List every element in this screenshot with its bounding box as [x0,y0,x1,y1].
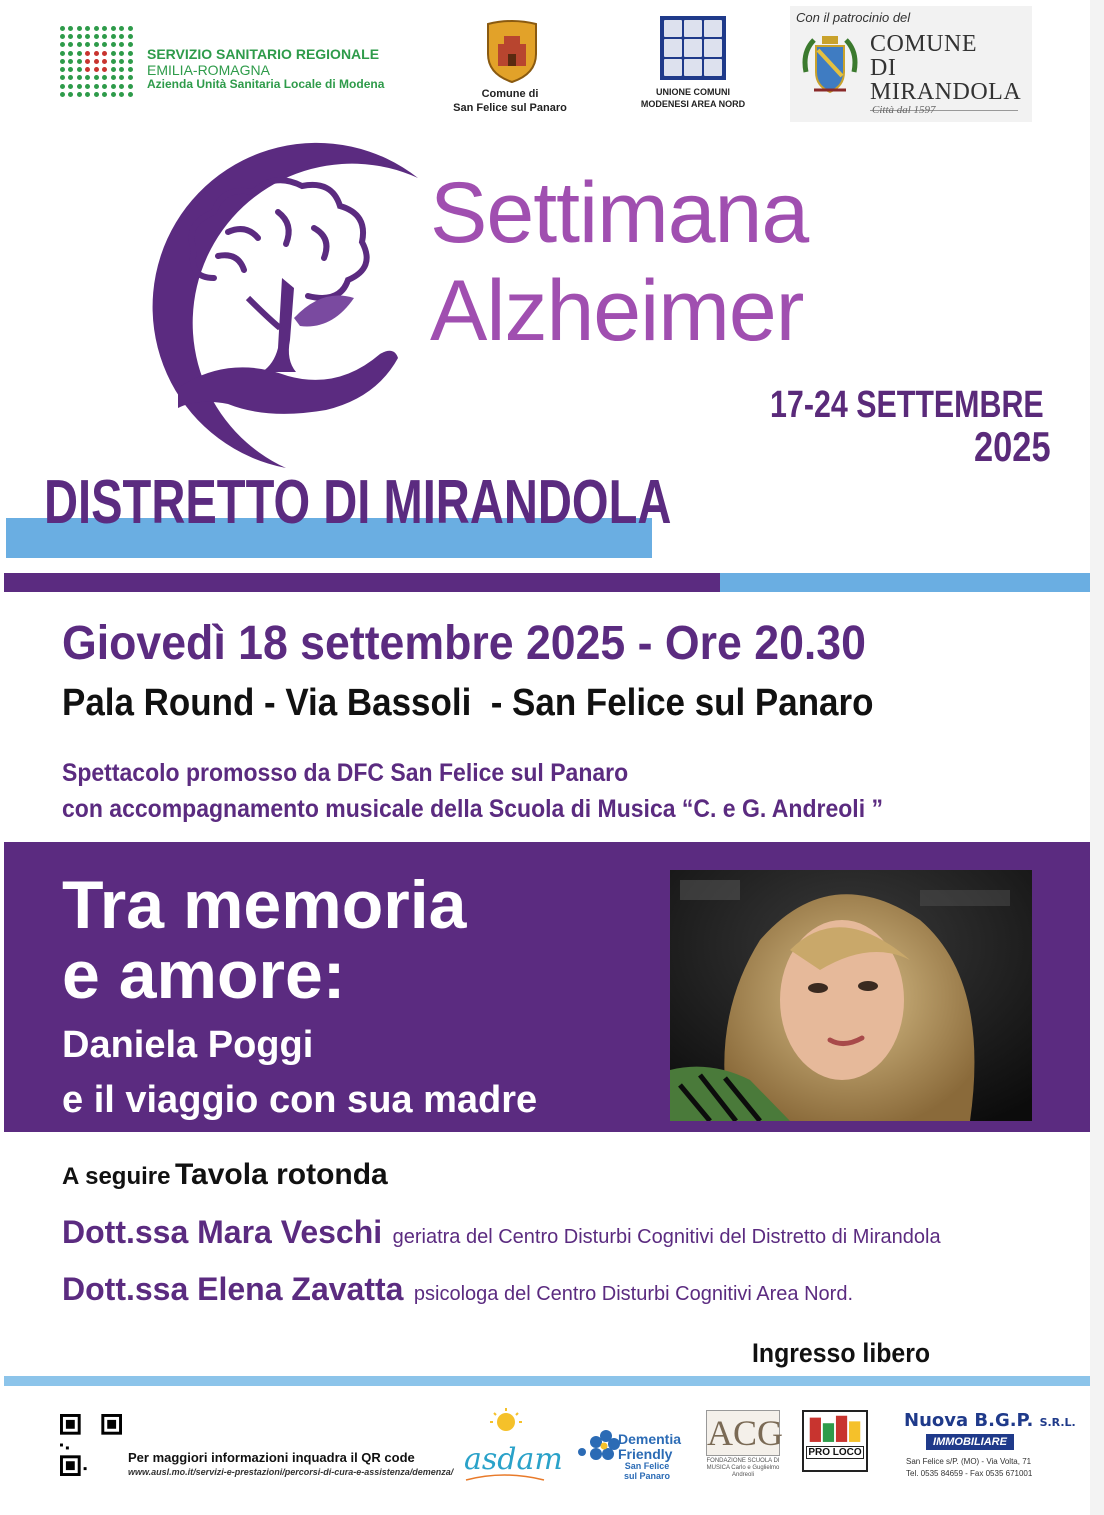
divider-blue [720,573,1090,592]
ausl-logo-dots [60,26,134,98]
dementia-friendly-sub [624,1462,670,1482]
san-felice-line1: Comune di [481,88,539,100]
asdam-wordmark: asdam [464,1442,563,1477]
distretto-title: DISTRETTO DI MIRANDOLA [44,468,672,537]
san-felice-line2: San Felice sul Panaro [453,101,567,114]
ausl-line2: EMILIA-ROMAGNA [147,62,270,79]
event-dates: 17-24 SETTEMBRE [770,384,1044,426]
unione-label [620,87,766,110]
mirandola-crest-icon [800,32,860,102]
page-edge [1090,0,1104,1515]
nbgp-name [904,1410,1076,1431]
qr-code-icon[interactable] [60,1414,122,1476]
unione-line2: MODENESI AREA NORD [640,98,746,109]
speaker-name: Dott.ssa Elena Zavatta [62,1271,404,1307]
title-alzheimer: Alzheimer [430,263,804,359]
unione-line1: UNIONE COMUNI [656,87,730,97]
speaker-role: psicologa del Centro Disturbi Cognitivi Area Nord. [413,1283,854,1305]
nbgp-address [906,1456,1032,1480]
show-title [62,867,467,1014]
ausl-line1: SERVIZIO SANITARIO REGIONALE [147,46,380,62]
patrocinio-title: Con il patrocinio del [796,10,911,25]
show-subtitle [62,1018,537,1128]
entry-note: Ingresso libero [752,1338,931,1368]
nbgp-suffix: S.R.L. [1039,1416,1076,1429]
event-datetime: Giovedì 18 settembre 2025 - Ore 20.30 [62,617,866,670]
dementia-friendly-title [618,1432,681,1461]
daniela-poggi-photo [670,870,1032,1121]
qr-instructions: Per maggiori informazioni inquadra il QR code [128,1450,415,1465]
divider-purple [4,573,720,592]
event-promo [62,756,883,827]
round-table-heading [62,1158,388,1192]
nbgp-addr-line2: Tel. 0535 84659 - Fax 0535 671001 [906,1469,1033,1478]
speaker-row [62,1214,941,1251]
mirandola-name [870,32,1021,104]
nbgp-name-text: Nuova B.G.P. [904,1410,1034,1431]
mirandola-name-l3: MIRANDOLA [870,79,1022,105]
san-felice-label [430,88,590,116]
event-year: 2025 [974,423,1051,470]
alzheimer-brain-hand-logo-icon [118,128,438,470]
qr-url-link[interactable]: www.ausl.mo.it/servizi-e-prestazioni/percorsi-di-cura-e-assistenza/demenza/ [128,1467,454,1477]
show-title-line1: Tra memoria [62,867,467,943]
show-subtitle-line1: Daniela Poggi [62,1024,314,1066]
show-title-line2: e amore: [62,937,346,1014]
round-table-title: Tavola rotonda [174,1158,388,1191]
title-settimana: Settimana [430,165,809,261]
ausl-line3: Azienda Unità Sanitaria Locale di Modena [147,77,385,92]
acg-caption: FONDAZIONE SCUOLA DI MUSICA Carlo e Guglielmo Andreoli [706,1458,780,1479]
mirandola-since: Città dal 1597 [872,104,936,116]
show-subtitle-line2: e il viaggio con sua madre [62,1079,538,1122]
nbgp-badge: IMMOBILIARE [926,1434,1014,1450]
mirandola-name-l1: COMUNE [870,31,978,57]
dementia-title-l1: Dementia [618,1431,682,1447]
round-table-intro: A seguire [62,1163,171,1190]
ausl-logo-text [147,46,384,92]
footer-divider [4,1376,1090,1386]
speaker-row [62,1271,853,1308]
nbgp-addr-line1: San Felice s/P. (MO) - Via Volta, 71 [906,1457,1032,1466]
unione-comuni-emblem-icon [660,16,726,80]
acg-logo: ACG [706,1410,780,1456]
proloco-label: PRO LOCO [806,1446,864,1459]
speaker-name: Dott.ssa Mara Veschi [62,1214,383,1250]
dementia-sub-l2: sul Panaro [624,1470,671,1481]
event-place: Pala Round - Via Bassoli - San Felice sul Panaro [62,682,874,724]
san-felice-crest-icon [484,18,540,84]
promo-line2: con accompagnamento musicale della Scuola di Musica “C. e G. Andreoli ” [62,794,883,823]
dementia-sub-l1: San Felice [624,1461,670,1471]
mirandola-name-l2: DI [870,55,897,81]
dementia-title-l2: Friendly [618,1445,673,1462]
promo-line1: Spettacolo promosso da DFC San Felice sul Panaro [62,759,629,787]
proloco-logo-icon [802,1410,868,1472]
speaker-role: geriatra del Centro Disturbi Cognitivi del Distretto di Mirandola [392,1226,941,1248]
